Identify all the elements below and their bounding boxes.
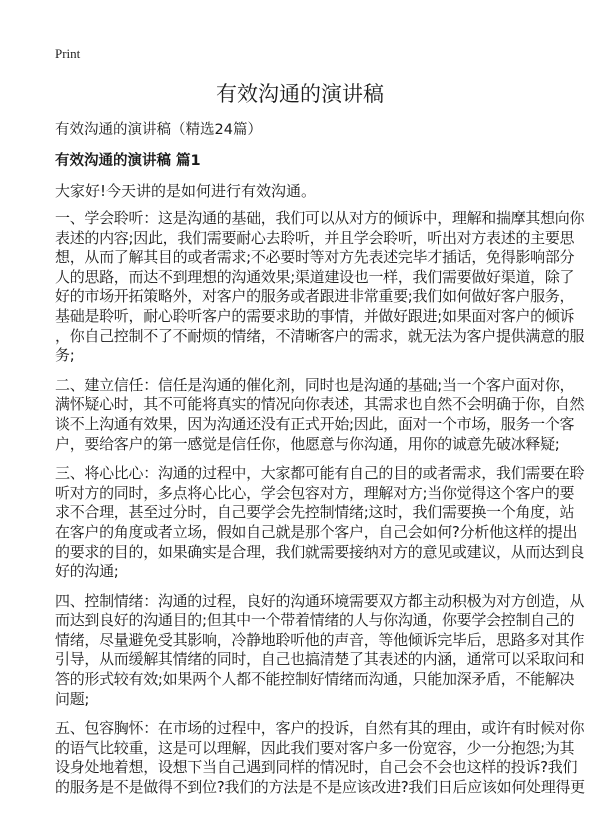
document-subtitle: 有效沟通的演讲稿（精选24篇） (55, 122, 262, 138)
paragraph-line: 情绪，尽量避免受其影响，冷静地聆听他的声音，等他倾诉完毕后，思路多对其作 (55, 630, 585, 649)
paragraph-line: 问题; (55, 689, 90, 708)
paragraph-line: 的要求的目的，如果确实是合理，我们就需要接纳对方的意见或建议，从而达到良 (55, 542, 585, 561)
document-body (55, 209, 585, 808)
paragraph-line: 四、控制情绪：沟通的过程，良好的沟通环境需要双方都主动积极为对方创造，从 (55, 591, 585, 610)
paragraph-line: 好的沟通; (55, 562, 119, 581)
document-title: 有效沟通的演讲稿 (216, 82, 384, 106)
paragraph-line: 的服务是不是做得不到位?我们的方法是不是应该改进?我们日后应该如何处理得更 (55, 778, 585, 797)
paragraph-line: 的语气比较重，这是可以理解，因此我们要对客户多一份宽容，少一分抱怨;为其 (55, 738, 575, 757)
section-heading: 有效沟通的演讲稿 篇1 (55, 153, 201, 169)
paragraph-line: 满怀疑心时，其不可能将真实的情况向你表述，其需求也自然不会明确于你，自然 (55, 395, 585, 414)
paragraph-line: 谈不上沟通有效果，因为沟通还没有正式开始;因此，面对一个市场，服务一个客 (55, 414, 575, 433)
paragraph (55, 464, 585, 582)
paragraph-line: 人的思路，而达不到理想的沟通效果;渠道建设也一样，我们需要做好渠道，除了 (55, 267, 575, 286)
paragraph-line: 一、学会聆听：这是沟通的基础，我们可以从对方的倾诉中，理解和揣摩其想向你 (55, 209, 585, 227)
paragraph-line: 表述的内容;因此，我们需要耐心去聆听，并且学会聆听，听出对方表述的主要思 (55, 228, 575, 247)
paragraph-line: 五、包容胸怀：在市场的过程中，客户的投诉，自然有其的理由，或许有时候对你 (55, 719, 585, 738)
paragraph-line: 二、建立信任：信任是沟通的催化剂，同时也是沟通的基础;当一个客户面对你， (55, 375, 575, 394)
paragraph-line: 想，从而了解其目的或者需求;不必要时等对方先表述完毕才插话，免得影响部分 (55, 248, 575, 267)
paragraph-line: 好的市场开拓策略外，对客户的服务或者跟进非常重要;我们如何做好客户服务， (55, 287, 575, 306)
paragraph-line: ，你自己控制不了不耐烦的情绪，不清晰客户的需求，就无法为客户提供满意的服 (55, 326, 585, 345)
paragraph-line: 答的形式较有效;如果两个人都不能控制好情绪而沟通，只能加深矛盾，不能解决 (55, 670, 575, 689)
paragraph-line: 听对方的同时，多点将心比心，学会包容对方，理解对方;当你觉得这个客户的要 (55, 483, 575, 502)
paragraph-line: 而达到良好的沟通目的;但其中一个带着情绪的人与你沟通，你要学会控制自己的 (55, 611, 575, 630)
paragraph-line: 基础是聆听，耐心聆听客户的需要求助的事情，并做好跟进;如果面对客户的倾诉 (55, 306, 575, 325)
print-link[interactable]: Print (55, 46, 81, 61)
paragraph-line: 引导，从而缓解其情绪的同时，自己也搞清楚了其表述的内涵，通常可以采取问和 (55, 650, 585, 669)
paragraph-line: 求不合理，甚至过分时，自己要学会先控制情绪;这时，我们需要换一个角度，站 (55, 503, 575, 522)
paragraph-line: 设身处地着想，设想下当自己遇到同样的情况时，自己会不会也这样的投诉?我们 (55, 758, 578, 777)
paragraph-line: 三、将心比心：沟通的过程中，大家都可能有自己的目的或者需求，我们需要在聆 (55, 464, 585, 483)
paragraph-line: 户，要给客户的第一感觉是信任你，他愿意与你沟通，用你的诚意先破冰释疑; (55, 434, 560, 453)
intro-paragraph: 大家好!今天讲的是如何进行有效沟通。 (55, 182, 317, 200)
paragraph (55, 591, 585, 710)
paragraph (55, 375, 585, 454)
paragraph (55, 209, 585, 366)
paragraph-line: 务; (55, 346, 75, 365)
paragraph-line: 在客户的角度或者立场，假如自己就是那个客户，自己会如何?分析他这样的提出 (55, 522, 578, 541)
paragraph (55, 719, 585, 797)
